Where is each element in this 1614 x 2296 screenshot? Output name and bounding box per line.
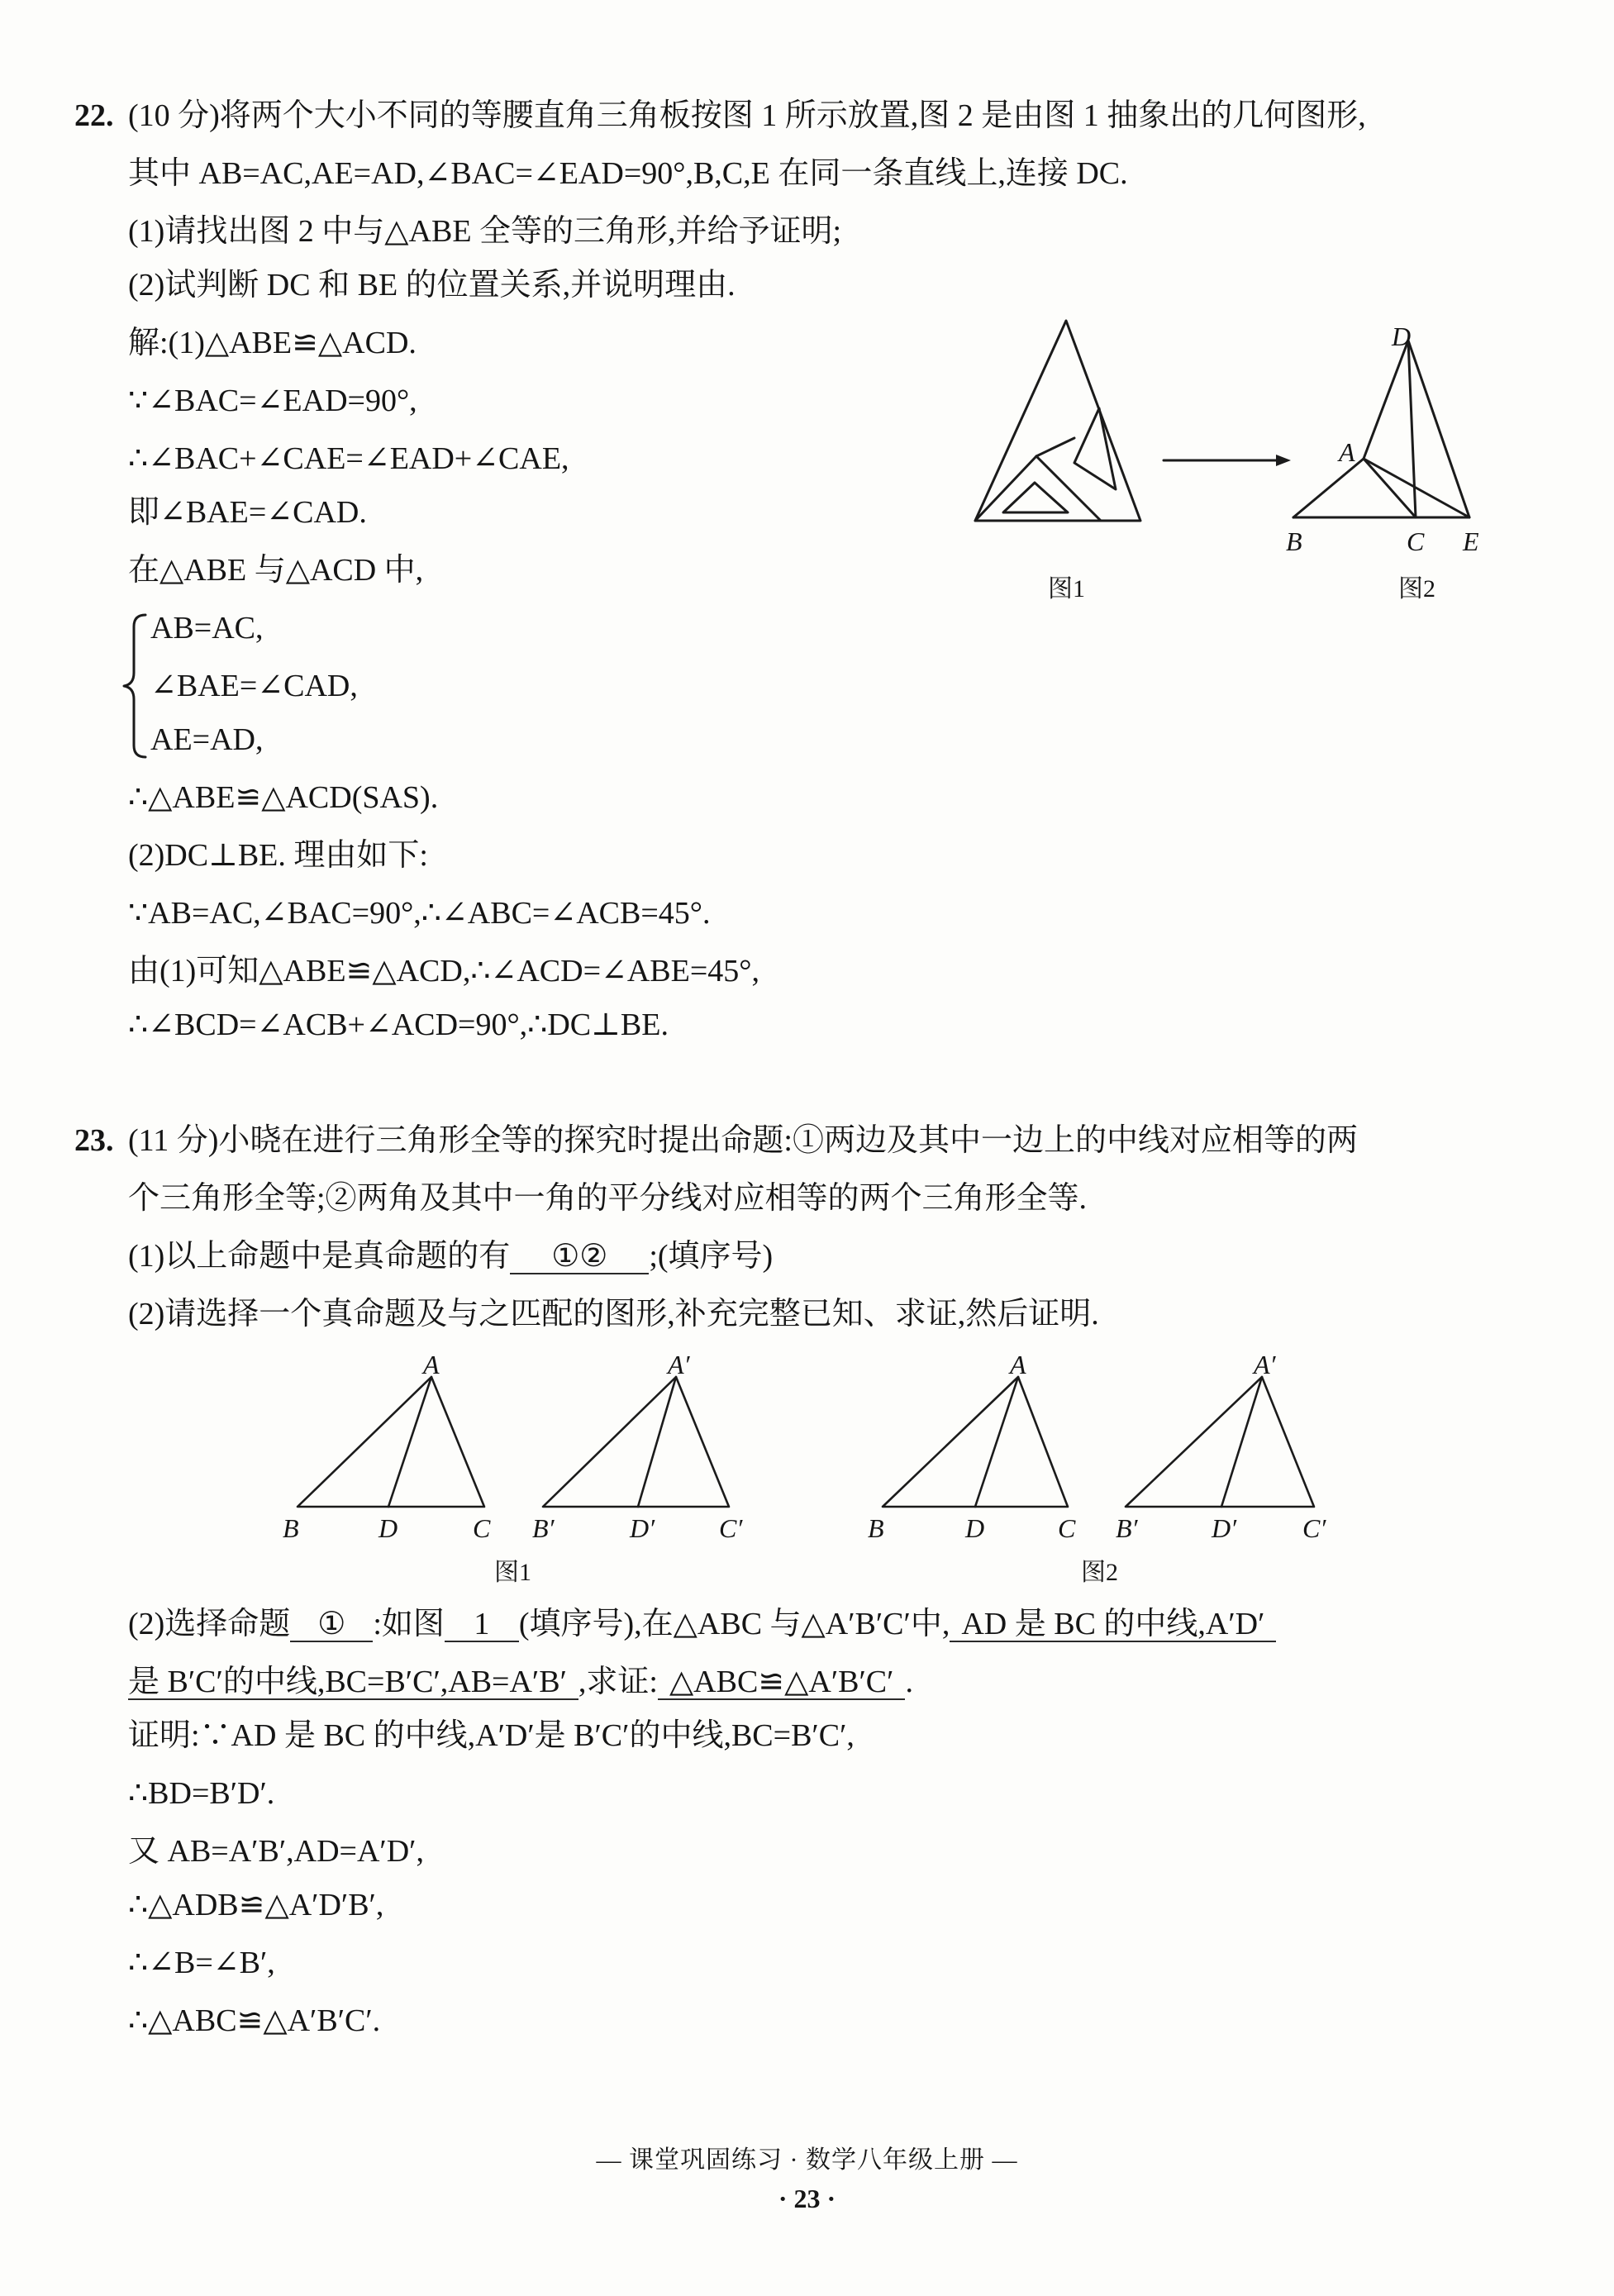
point-label-b-prime: B′ (1116, 1513, 1138, 1543)
triangle-abc (868, 1350, 1076, 1543)
solution-line: ∵∠BAC=∠EAD=90°, (128, 383, 417, 418)
problem-number: 22. (74, 98, 114, 133)
q22-figure-2 (1286, 322, 1479, 603)
point-label-d-prime: D′ (630, 1513, 655, 1543)
point-label-a: A (1010, 1350, 1026, 1379)
sub-question-1-suffix: ;(填序号) (649, 1239, 774, 1274)
point-label-d: D (379, 1513, 398, 1543)
solution-line: ∴∠BCD=∠ACB+∠ACD=90°,∴DC⊥BE. (128, 1007, 669, 1042)
q23-figure-2-caption: 图2 (1081, 1559, 1118, 1586)
sub-question-1-prefix: (1)以上命题中是真命题的有 (128, 1239, 511, 1274)
sub-question-2: (2)请选择一个真命题及与之匹配的图形,补充完整已知、求证,然后证明. (128, 1297, 1099, 1331)
solution-line: ∴∠BAC+∠CAE=∠EAD+∠CAE, (128, 441, 569, 476)
brace (124, 615, 145, 757)
q23-figure-1-caption: 图1 (494, 1559, 531, 1586)
proof-line: 又 AB=A′B′,AD=A′D′, (128, 1834, 424, 1869)
system-condition: ∠BAE=∠CAD, (150, 669, 358, 703)
prove-blank: △ABC≌△A′B′C′ (658, 1665, 906, 1700)
q23-figure-1 (283, 1350, 743, 1586)
fill-prefix: (2)选择命题 (128, 1607, 291, 1641)
solution-line: 由(1)可知△ABE≌△ACD,∴∠ACD=∠ABE=45°, (128, 954, 759, 988)
segment-ad (1364, 341, 1408, 459)
point-label-c-prime: C′ (1302, 1513, 1326, 1543)
segment-de (1408, 341, 1469, 517)
system-condition: AE=AD, (150, 722, 264, 757)
proof-line: ∴∠B=∠B′, (128, 1946, 275, 1980)
system-condition: AB=AC, (150, 611, 264, 645)
q22-figure-1 (975, 321, 1140, 603)
triangle-abc (283, 1350, 491, 1543)
segment-ab (1293, 459, 1364, 517)
small-ruler-outline (975, 456, 1101, 521)
segment-ac (1364, 459, 1416, 517)
point-label-c: C (1058, 1513, 1076, 1543)
point-label-c-prime: C′ (719, 1513, 743, 1543)
stem-line-2: 个三角形全等;②两角及其中一角的平分线对应相等的两个三角形全等. (128, 1181, 1088, 1216)
sub-question-1: (1)请找出图 2 中与△ABE 全等的三角形,并给予证明; (128, 214, 842, 249)
small-ruler-hole (1003, 483, 1068, 512)
point-label-a: A (1339, 437, 1355, 467)
sub-question-2: (2)试判断 DC 和 BE 的位置关系,并说明理由. (128, 268, 736, 302)
fill-mid: :如图 (373, 1607, 445, 1641)
fill-end: . (905, 1665, 913, 1699)
given-blank-part-2: 是 B′C′的中线,BC=B′C′,AB=A′B′ (128, 1665, 578, 1700)
q22-figure-2-caption: 图2 (1398, 575, 1435, 603)
solution-line: 解:(1)△ABE≌△ACD. (128, 326, 417, 360)
arrow-icon (1164, 455, 1291, 466)
point-label-d: D (1392, 322, 1412, 351)
proof-line: ∴△ADB≌△A′D′B′, (128, 1888, 384, 1922)
point-label-a-prime: A′ (1254, 1350, 1276, 1379)
solution-line: (2)DC⊥BE. 理由如下: (128, 838, 428, 873)
proposition-blank: ① (290, 1608, 373, 1642)
ruler-edge (1036, 438, 1074, 456)
q22-figure-1-caption: 图1 (1048, 575, 1085, 603)
given-blank-part-1: AD 是 BC 的中线,A′D′ (950, 1608, 1276, 1642)
prove-label: ,求证: (578, 1665, 658, 1699)
point-label-b-prime: B′ (532, 1513, 555, 1543)
point-label-b: B (868, 1513, 884, 1543)
proof-line: ∴△ABC≌△A′B′C′. (128, 2003, 381, 2038)
proof-line: 证明:∵AD 是 BC 的中线,A′D′是 B′C′的中线,BC=B′C′, (128, 1718, 855, 1753)
proof-line: ∴BD=B′D′. (128, 1776, 275, 1811)
page-number: · 23 · (778, 2184, 836, 2213)
figure-blank: 1 (445, 1608, 519, 1642)
fill-text: (填序号),在△ABC 与△A′B′C′中, (518, 1607, 950, 1641)
q23-figure-2 (868, 1350, 1326, 1586)
answer-blank: ①② (510, 1240, 649, 1274)
stem-line-2: 其中 AB=AC,AE=AD,∠BAC=∠EAD=90°,B,C,E 在同一条直线上,连接 DC. (128, 156, 1128, 191)
point-label-c: C (473, 1513, 491, 1543)
point-label-d-prime: D′ (1212, 1513, 1237, 1543)
segment-dc (1408, 341, 1416, 517)
large-ruler-hole (1074, 408, 1116, 489)
large-ruler-outline (975, 321, 1140, 521)
solution-line: 在△ABE 与△ACD 中, (128, 553, 424, 588)
point-label-a-prime: A′ (668, 1350, 690, 1379)
footer-title: — 课堂巩固练习 · 数学八年级上册 — (596, 2146, 1018, 2174)
solution-line: 即∠BAE=∠CAD. (128, 495, 367, 530)
point-label-e: E (1463, 526, 1479, 556)
point-label-d: D (965, 1513, 985, 1543)
solution-line: ∴△ABE≌△ACD(SAS). (128, 780, 439, 815)
point-label-b: B (283, 1513, 299, 1543)
fill-line-2 (128, 1663, 913, 1701)
triangle-a-prime-b-prime-c-prime (1116, 1350, 1326, 1543)
problem-number: 23. (74, 1123, 114, 1158)
sub-question-1 (128, 1237, 773, 1275)
point-label-c: C (1407, 526, 1425, 556)
point-label-b: B (1286, 526, 1302, 556)
fill-line-1 (128, 1605, 1276, 1643)
solution-line: ∵AB=AC,∠BAC=90°,∴∠ABC=∠ACB=45°. (128, 896, 711, 931)
point-label-a: A (423, 1350, 440, 1379)
stem-line-1: (10 分)将两个大小不同的等腰直角三角板按图 1 所示放置,图 2 是由图 1 抽象出的几何图形, (128, 98, 1366, 133)
triangle-a-prime-b-prime-c-prime (532, 1350, 743, 1543)
stem-line-1: (11 分)小晓在进行三角形全等的探究时提出命题:①两边及其中一边上的中线对应相等的两 (128, 1123, 1358, 1158)
